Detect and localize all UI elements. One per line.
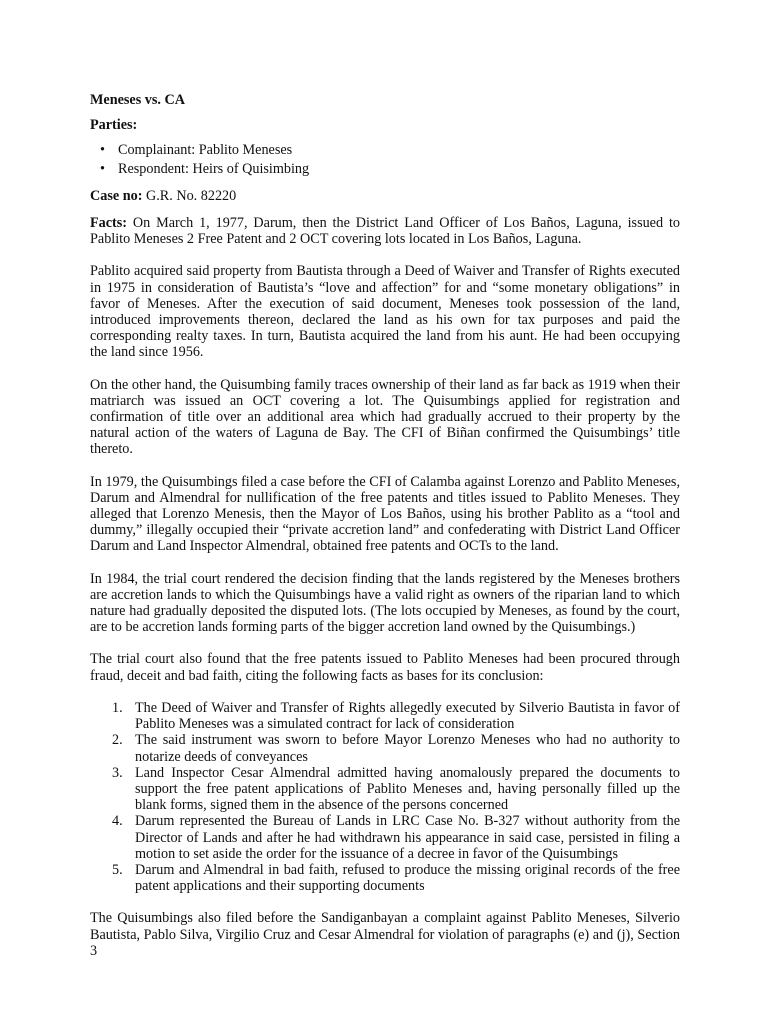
finding-text: The Deed of Waiver and Transfer of Rights allegedly executed by Silverio Bautista in favor of Pablito Meneses was a simulated contract for lack of consideration	[135, 699, 680, 733]
bullet-icon: •	[100, 160, 105, 177]
party-text: Respondent: Heirs of Quisimbing	[118, 160, 310, 177]
finding-number: 1.	[112, 699, 123, 716]
bullet-icon: •	[100, 142, 105, 159]
finding-number: 4.	[112, 813, 123, 830]
finding-text: The said instrument was sworn to before Mayor Lorenzo Meneses who had no authority to notarize deeds of conveyances	[135, 732, 680, 765]
finding-number: 5.	[112, 861, 123, 878]
case-number-label: Case no:	[90, 187, 143, 204]
body-paragraph-3: In 1979, the Quisumbings filed a case before the CFI of Calamba against Lorenzo and Pablito Meneses, Darum and Almendral for nullification of the free patents and titles issued to Pablito Meneses. They alleged that Lorenzo Menesis, then the Mayor of Los Baños, using his brother Pablito as a “tool and dummy,” illegally occupied their “private accretion land” and confederating with District Land Officer Darum and Land Inspector Almendral, obtained free patents and OCTs to the land.	[90, 473, 680, 555]
finding-text: Darum and Almendral in bad faith, refused to produce the missing original records of the free patent applications and their supporting documents	[135, 861, 680, 895]
finding-text: Land Inspector Cesar Almendral admitted having anomalously prepared the documents to support the free patent applications of Pablito Meneses and, having personally filled up the blank forms, signed them in the absence of the persons concerned	[135, 764, 680, 814]
finding-item	[90, 700, 680, 732]
finding-item	[90, 732, 680, 764]
body-paragraph-2: On the other hand, the Quisumbing family traces ownership of their land as far back as 1919 when their matriarch was issued an OCT covering a lot. The Quisumbings applied for registration and confirmation of title over an additional area which had gradually accrued to their property by the natural action of the waters of Laguna de Bay. The CFI of Biñan confirmed the Quisumbings’ title thereto.	[90, 376, 680, 458]
finding-item	[90, 765, 680, 814]
finding-item	[90, 813, 680, 862]
facts-paragraph	[90, 215, 680, 247]
finding-text: Darum represented the Bureau of Lands in LRC Case No. B-327 without authority from the Director of Lands and after he had withdrawn his appearance in said case, persisted in filing a motion to set aside the order for the issuance of a decree in favor of the Quisumbings	[135, 813, 680, 862]
finding-number: 2.	[112, 732, 123, 749]
document-page	[90, 92, 680, 975]
party-text: Complainant: Pablito Meneses	[118, 142, 293, 159]
case-number-value: G.R. No. 82220	[145, 187, 237, 204]
finding-number: 3.	[112, 764, 123, 781]
parties-heading: Parties:	[90, 117, 138, 134]
party-item	[90, 142, 680, 158]
body-paragraph-6: The Quisumbings also filed before the Sandiganbayan a complaint against Pablito Meneses, Silverio Bautista, Pablo Silva, Virgilio Cruz and Cesar Almendral for violation of paragraphs (e) and (j), Section 3	[90, 910, 680, 959]
finding-item	[90, 862, 680, 894]
body-paragraph-1: Pablito acquired said property from Bautista through a Deed of Waiver and Transfer of Rights executed in 1975 in consideration of Bautista’s “love and affection” for and “some monetary obligations” in favor of Meneses. After the execution of said document, Meneses took possession of the land, introduced improvements thereon, declared the land as his own for tax purposes and paid the corresponding realty taxes. In turn, Bautista acquired the land from his aunt. He had been occupying the land since 1956.	[90, 263, 680, 361]
facts-text: On March 1, 1977, Darum, then the District Land Officer of Los Baños, Laguna, issued to Pablito Meneses 2 Free Patent and 2 OCT covering lots located in Los Baños, Laguna.	[90, 215, 680, 248]
case-number-line	[90, 188, 680, 204]
findings-list	[90, 700, 680, 894]
facts-label: Facts:	[90, 215, 128, 232]
party-item	[90, 161, 680, 177]
body-paragraph-5: The trial court also found that the free patents issued to Pablito Meneses had been procured through fraud, deceit and bad faith, citing the following facts as bases for its conclusion:	[90, 651, 680, 684]
case-title: Meneses vs. CA	[90, 92, 185, 108]
body-paragraph-4: In 1984, the trial court rendered the decision finding that the lands registered by the Meneses brothers are accretion lands to which the Quisumbings have a valid right as owners of the riparian land to which nature had gradually deposited the disputed lots. (The lots occupied by Meneses, as found by the court, are to be accretion lands forming parts of the bigger accretion land owned by the Quisumbings.)	[90, 570, 680, 636]
parties-list	[90, 142, 680, 176]
